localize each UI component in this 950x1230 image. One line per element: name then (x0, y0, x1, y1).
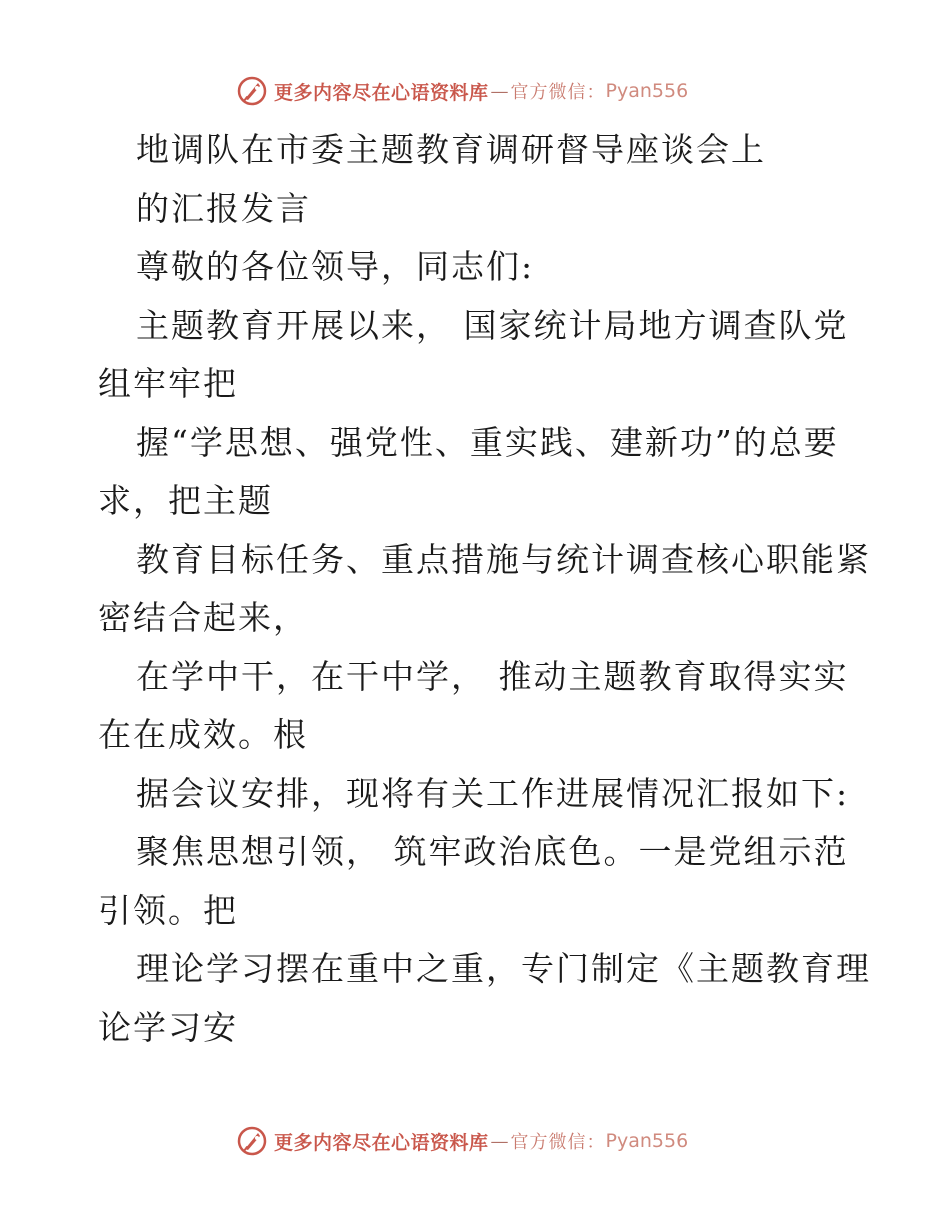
banner-separator: — (490, 1130, 509, 1152)
doc-title-line-1: 地调队在市委主题教育调研督导座谈会上 (136, 130, 766, 169)
doc-line: 教育目标任务、重点措施与统计调查核心职能紧 (136, 539, 871, 579)
doc-line: 据会议安排，现将有关工作进展情况汇报如下: (136, 773, 850, 813)
doc-line: 引领。把 (98, 890, 238, 930)
document-body (98, 121, 871, 1057)
banner-text: 更多内容尽在心语资料库 (274, 81, 489, 104)
banner-wechat-label: 官方微信： (510, 1132, 606, 1153)
doc-line: 主题教育开展以来， 国家统计局地方调查队党 (136, 305, 849, 345)
doc-line: 组牢牢把 (98, 364, 238, 403)
feather-pen-circle-icon (236, 1125, 268, 1157)
doc-line: 理论学习摆在重中之重，专门制定《主题教育理 (136, 949, 871, 988)
doc-line: 握“学思想、强党性、重实践、建新功”的总要 (136, 422, 839, 462)
doc-line: 在在成效。根 (98, 715, 308, 754)
banner-separator: — (490, 80, 509, 102)
feather-pen-circle-icon (236, 75, 268, 107)
doc-line: 尊敬的各位领导，同志们: (136, 247, 535, 286)
doc-line: 求，把主题 (98, 481, 273, 520)
footer-banner (236, 1124, 688, 1158)
banner-wechat-label: 官方微信： (510, 82, 606, 103)
banner-text: 更多内容尽在心语资料库 (274, 1131, 489, 1154)
doc-line: 密结合起来， (98, 598, 308, 637)
doc-title-line-2: 的汇报发言 (136, 188, 311, 228)
doc-line: 在学中干，在干中学， 推动主题教育取得实实 (136, 656, 849, 696)
doc-line: 聚焦思想引领， 筑牢政治底色。一是党组示范 (136, 832, 849, 871)
header-banner (236, 74, 688, 108)
banner-wechat-id: Pyan556 (605, 1130, 689, 1152)
banner-wechat-id: Pyan556 (605, 80, 689, 102)
doc-line: 论学习安 (98, 1007, 238, 1047)
